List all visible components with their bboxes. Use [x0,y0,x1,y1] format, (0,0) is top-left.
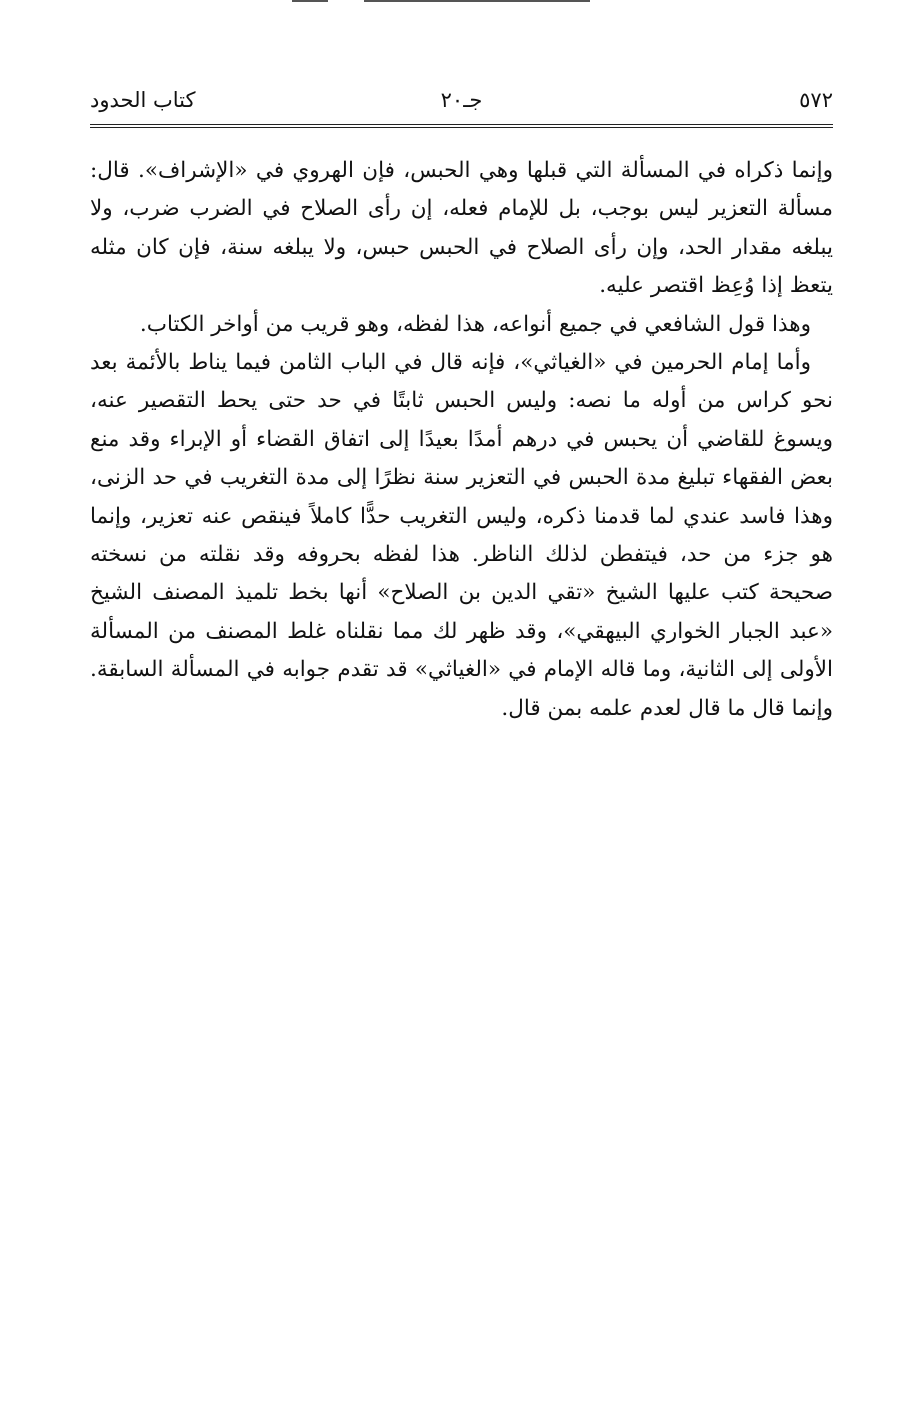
body-text [90,152,833,728]
scan-mark-left [292,0,328,2]
book-title: كتاب الحدود [90,88,196,112]
paragraph-1: وإنما ذكراه في المسألة التي قبلها وهي الحبس، فإن الهروي في «الإشراف». قال: مسألة التعزير ليس بوجب، بل للإمام فعله، إن رأى الصلاح في الضرب ضرب، ولا يبلغه مقدار الحد، وإن رأى الصلاح في الحبس حبس، ولا يبلغه سنة، فإن كان مثله يتعظ إذا وُعِظ اقتصر عليه. [90,158,833,299]
header-double-rule [90,124,833,128]
scan-mark-right [364,0,590,2]
paragraph-2: وهذا قول الشافعي في جميع أنواعه، هذا لفظه، وهو قريب من أواخر الكتاب. [139,311,811,337]
paragraph-3: وأما إمام الحرمين في «الغياثي»، فإنه قال في الباب الثامن فيما يناط بالأئمة بعد نحو كراس من أوله ما نصه: وليس الحبس ثابتًا في حد حتى يحط التقصير عنه، ويسوغ للقاضي أن يحبس في درهم أمدًا بعيدًا إلى اتفاق القضاء أو الإبراء وقد منع بعض الفقهاء تبليغ مدة الحبس في التعزير سنة نظرًا إلى مدة التغريب في حد الزنى، وهذا فاسد عندي لما قدمنا ذكره، وليس التغريب حدًّا كاملاً فينقص عنه تعزير، وإنما هو جزء من حد، فيتفطن لذلك الناظر. هذا لفظه بحروفه وقد نقلته من نسخته صحيحة كتب عليها الشيخ «تقي الدين بن الصلاح» أنها بخط تلميذ المصنف الشيخ «عبد الجبار الخواري البيهقي»، وقد ظهر لك مما نقلناه غلط المصنف من المسألة الأولى إلى الثانية، وما قاله الإمام في «الغياثي» قد تقدم جوابه في المسألة السابقة. وإنما قال ما قال لعدم علمه بمن قال. [90,350,833,721]
page-header [90,88,833,120]
volume-label: جـ٢٠ [440,88,483,112]
page-number: ٥٧٢ [799,88,833,112]
